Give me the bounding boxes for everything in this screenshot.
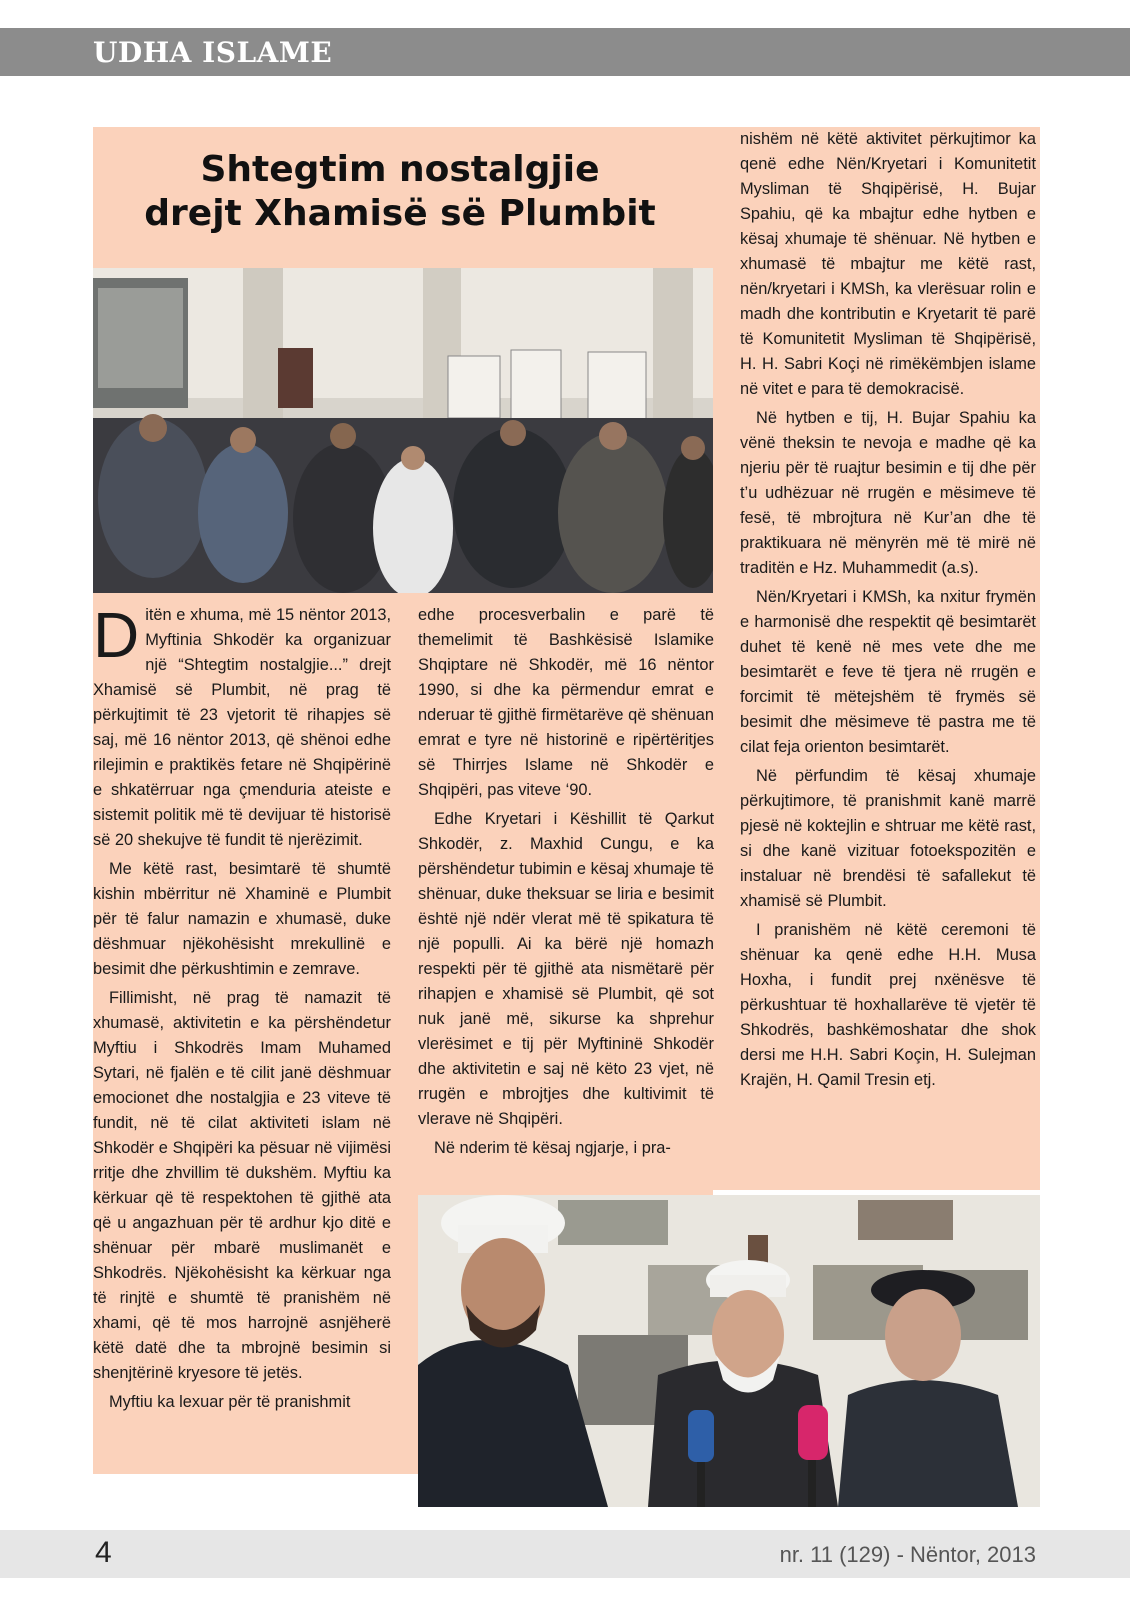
col2-paragraph-1: edhe procesverbalin e parë të themelimit të Bashkësisë Islamike Shqiptare në Shkodër, më 16 nëntor 1990, si dhe ka përmendur emrat e nderuar të gjithë firmëtarëve që shënuan emrat e tyre në historinë e ripërtëritjes së Thirrjes Islame në Shkodër e Shqipëri, pas viteve ‘90. <box>418 606 714 799</box>
magazine-title: UDHA ISLAME <box>93 36 333 69</box>
col1-paragraph-4: Myftiu ka lexuar për të pranishmit <box>109 1393 351 1411</box>
col3-paragraph-3: Nën/Kryetari i KMSh, ka nxitur frymën e harmonisë dhe respektit që besimtarët duhet të kenë në mes vete dhe me besimtarët e feve të tjera në rrugën e forcimit të mëtejshëm të frymës së besimit dhe mësimeve të pastra me të cilat feja orienton besimtarët. <box>740 588 1036 756</box>
col1-paragraph-1-text: itën e xhuma, më 15 nëntor 2013, Myftinia Shkodër ka organizuar një “Shtegtim nostalgjie...” drejt Xhamisë së Plumbit, në prag të përkujtimit të 23 vjetorit të rihapjes së saj, më 16 nëntor 2013, që shënoi edhe rilejimin e praktikës fetare në Shqipërinë e shkatërruar nga çmenduria ateiste e sistemit politik më të devijuar të historisë së 20 shekujve të fundit të njerëzimit. <box>93 606 391 849</box>
drop-cap: D <box>93 599 140 671</box>
article-title <box>95 148 705 236</box>
col1-paragraph-2: Me këtë rast, besimtarë të shumtë kishin mbërritur në Xhaminë e Plumbit për të falur namazin e xhumasë, duke dëshmuar njëkohësisht mrekullinë e besimit dhe përkushtimin e zemrave. <box>93 860 391 978</box>
article-column-2 <box>418 603 714 1165</box>
col2-paragraph-2: Edhe Kryetari i Këshillit të Qarkut Shkodër, z. Maxhid Cungu, e ka përshëndetur tubimin e kësaj xhumaje të shënuar, duke theksuar se liria e besimit është një ndër vlerat më të spikatura të një populli. Ai ka bërë një homazh respekti për të gjithë ata nismëtarë për rihapjen e xhamisë së Plumbit, që sot nuk janë më, sikurse ka shprehur vlerësimet e tij për Myftininë Shkodër dhe aktivitetin e saj në këto 23 vjet, në rrugën e mbrojtjes dhe kultivimit të vlerave në Shqipëri. <box>418 810 714 1128</box>
col3-paragraph-1: nishëm në këtë aktivitet përkujtimor ka qenë edhe Nën/Kryetari i Komunitetit Mysliman të Shqipërisë, H. Bujar Spahiu, që ka mbajtur edhe hytben e kësaj xhumaje të shënuar. Në hytben e xhumasë të mbajtur me këtë rast, nën/kryetari i KMSh, ka vlerësuar rolin e madh dhe kontributin e Kryetarit të parë të Komunitetit Mysliman të Shqipërisë, H. H. Sabri Koçi në rimëkëmbjen islame në vitet e para të demokracisë. <box>740 130 1036 398</box>
col1-paragraph-1 <box>93 599 391 853</box>
article-column-1 <box>93 599 391 1419</box>
col2-paragraph-3: Në nderim të kësaj ngjarje, i pra- <box>434 1139 671 1157</box>
col1-paragraph-3: Fillimisht, në prag të namazit të xhumasë, aktivitetin e ka përshëndetur Myftiu i Shkodrës Imam Muhamed Sytari, në fjalën e të cilit janë dëshmuar emocionet dhe nostalgjia e 23 viteve të fundit, në të cilat aktiviteti islam në Shkodër e Shqipëri ka pësuar në vijimësi rritje dhe zhvillim të dukshëm. Myftiu ka kërkuar që të respektohen të gjithë ata që u angazhuan për të ardhur kjo ditë e shënuar për mbarë muslimanët e Shkodrës. Njëkohësisht ka kërkuar nga të rinjtë e shumtë të pranishëm në xhami, që të mos harrojnë asnjëherë këtë datë dhe ta mbrojnë besimin si shenjtërinë kryesore të jetës. <box>93 989 391 1382</box>
page-number: 4 <box>95 1536 112 1569</box>
article-title-line1: Shtegtim nostalgjie <box>200 149 600 190</box>
article-title-line2: drejt Xhamisë së Plumbit <box>144 193 656 234</box>
col3-paragraph-4: Në përfundim të kësaj xhumaje përkujtimore, të pranishmit kanë marrë pjesë në koktejlin e shtruar me këtë rast, si dhe kanë vizituar fotoekspozitën e instaluar në brendësi të safallekut të xhamisë së Plumbit. <box>740 767 1036 910</box>
col3-paragraph-2: Në hytben e tij, H. Bujar Spahiu ka vënë theksin te nevoja e madhe që ka njeriu për të ruajtur besimin e tij dhe për t’u udhëzuar në rrugën e mësimeve të fesë, të mbrojtura në Kur’an dhe të praktikuara në mënyrën më të mirë në traditën e Hz. Muhammedit (a.s). <box>740 409 1036 577</box>
issue-info: nr. 11 (129) - Nëntor, 2013 <box>779 1542 1036 1567</box>
photo-imams-interview <box>418 1195 1040 1507</box>
photo-crowd-in-mosque <box>93 268 713 593</box>
col3-paragraph-5: I pranishëm në këtë ceremoni të shënuar ka qenë edhe H.H. Musa Hoxha, i fundit prej nxënësve të përkushtuar të hoxhallarëve të vjetër të Shkodrës, bashkëmoshatar dhe shok dersi me H.H. Sabri Koçin, H. Sulejman Krajën, H. Qamil Tresin etj. <box>740 921 1036 1089</box>
article-column-3 <box>740 127 1036 1097</box>
